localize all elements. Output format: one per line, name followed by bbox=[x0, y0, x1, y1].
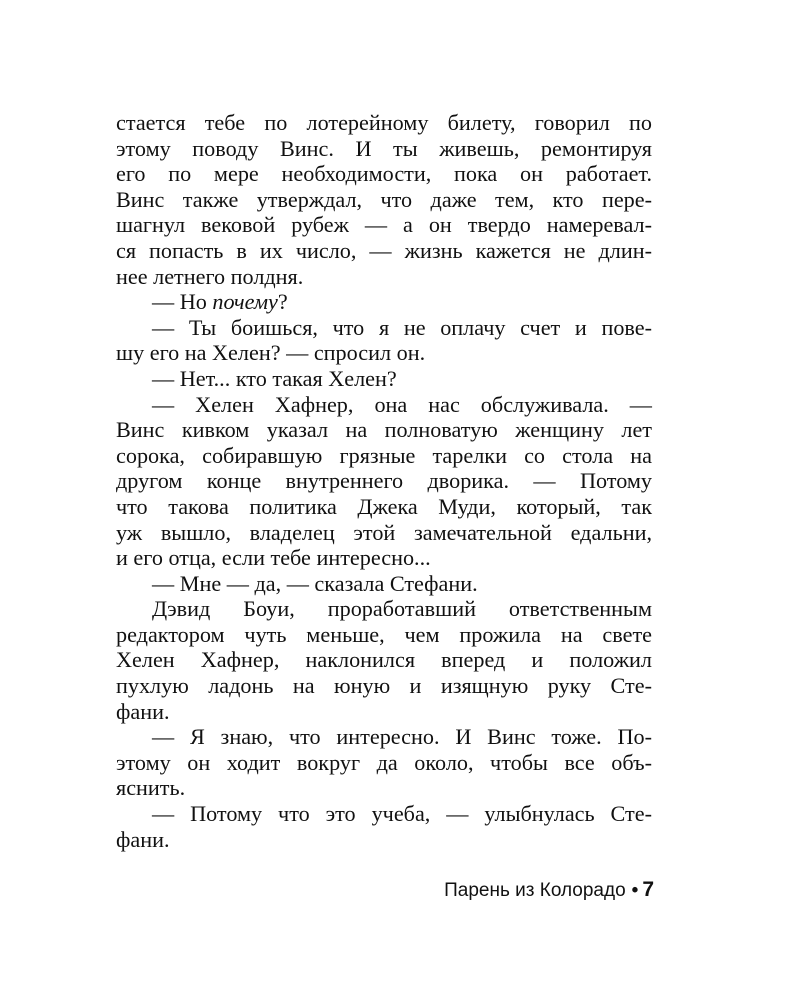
text-line: нее летнего полдня. bbox=[116, 263, 304, 289]
text-line: стается тебе по лотерейному билету, говорил по bbox=[116, 110, 652, 135]
footer-bullet: • bbox=[631, 880, 639, 901]
running-title: Парень из Колорадо bbox=[444, 880, 626, 901]
text-line: ся попасть в их число, — жизнь кажется не длин- bbox=[116, 237, 652, 263]
text-line: другом конце внутреннего дворика. — Потому bbox=[116, 468, 652, 494]
text-line: шу его на Хелен? — спросил он. bbox=[116, 340, 426, 366]
text-line: — Потому что это учеба, — улыбнулась Сте- bbox=[152, 801, 652, 827]
text-line: Винс кивком указал на полноватую женщину лет bbox=[116, 417, 652, 443]
text-line: Хелен Хафнер, наклонился вперед и положил bbox=[116, 647, 652, 673]
text-line: яснить. bbox=[116, 775, 186, 801]
text-line: — Мне — да, — сказала Стефани. bbox=[152, 570, 478, 596]
page-number: 7 bbox=[642, 878, 654, 901]
text-line: пухлую ладонь на юную и изящную руку Сте- bbox=[116, 673, 652, 699]
text-fragment: — Но bbox=[152, 289, 213, 315]
text-line: шагнул вековой рубеж — а он твердо намеревал- bbox=[116, 212, 652, 238]
text-line: Дэвид Боуи, проработавший ответственным bbox=[152, 596, 652, 622]
text-line: этому поводу Винс. И ты живешь, ремонтируя bbox=[116, 135, 652, 161]
text-line: фани. bbox=[116, 826, 170, 852]
text-line: — Хелен Хафнер, она нас обслуживала. — bbox=[152, 391, 652, 417]
body-text bbox=[116, 110, 652, 852]
text-line: Винс также утверждал, что даже тем, кто пере- bbox=[116, 186, 652, 212]
text-line: что такова политика Джека Муди, который, так bbox=[116, 493, 652, 519]
text-line: редактором чуть меньше, чем прожила на свете bbox=[116, 621, 652, 647]
text-line: его по мере необходимости, пока он работает. bbox=[116, 161, 652, 187]
text-line bbox=[116, 289, 652, 315]
page-footer bbox=[444, 878, 654, 902]
text-line: уж вышло, владелец этой замечательной едальни, bbox=[116, 519, 652, 545]
text-line: фани. bbox=[116, 698, 170, 724]
text-line: — Я знаю, что интересно. И Винс тоже. По- bbox=[152, 724, 652, 750]
text-line: сорока, собиравшую грязные тарелки со стола на bbox=[116, 442, 652, 468]
text-line: и его отца, если тебе интересно... bbox=[116, 545, 431, 571]
text-fragment: ? bbox=[277, 289, 288, 315]
text-line: — Нет... кто такая Хелен? bbox=[152, 365, 397, 391]
italic-word: почему bbox=[212, 289, 278, 315]
text-line: этому он ходит вокруг да около, чтобы все объ- bbox=[116, 749, 652, 775]
text-line: — Ты боишься, что я не оплачу счет и пове- bbox=[152, 314, 652, 340]
